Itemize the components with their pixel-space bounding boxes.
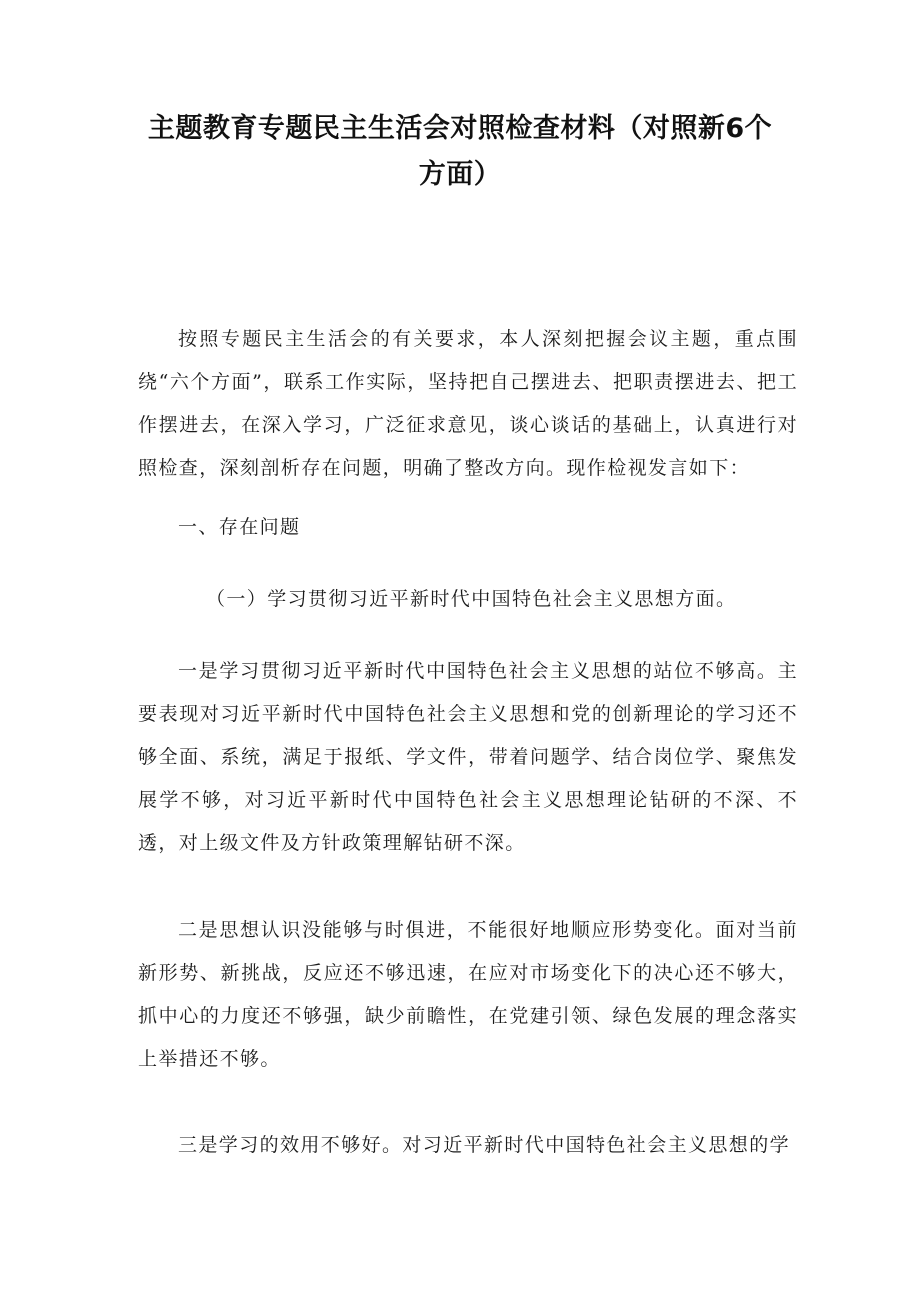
point-one-paragraph: 一是学习贯彻习近平新时代中国特色社会主义思想的站位不够高。主要表现对习近平新时代中国特色社会主义思想和党的创新理论的学习还不够全面、系统，满足于报纸、学文件，带着问题学、结合岗位学、聚焦发展学不够，对习近平新时代中国特色社会主义思想理论钻研的不深、不透，对上级文件及方针政策理解钻研不深。 [138,660,798,854]
title-line-1: 主题教育专题民主生活会对照检查材料（对照新6个 [147,113,773,144]
subsection-heading-text: （一）学习贯彻习近平新时代中国特色社会主义思想方面。 [206,588,737,610]
subsection-heading [138,578,798,621]
intro-paragraph: 按照专题民主生活会的有关要求，本人深刻把握会议主题，重点围绕“六个方面”，联系工作实际，坚持把自己摆进去、把职责摆进去、把工作摆进去，在深入学习，广泛征求意见，谈心谈话的基础上，认真进行对照检查，深刻剖析存在问题，明确了整改方向。现作检视发言如下： [138,328,798,479]
point-three-paragraph: 三是学习的效用不够好。对习近平新时代中国特色社会主义思想的学 [178,1134,791,1156]
document-title [120,106,800,198]
title-line-2: 方面） [418,159,502,190]
section-heading: 一、存在问题 [178,516,301,538]
point-two-paragraph: 二是思想认识没能够与时俱进，不能很好地顺应形势变化。面对当前新形势、新挑战，反应还不够迅速，在应对市场变化下的决心还不够大，抓中心的力度还不够强，缺少前瞻性，在党建引领、绿色发展的理念落实上举措还不够。 [138,919,798,1070]
